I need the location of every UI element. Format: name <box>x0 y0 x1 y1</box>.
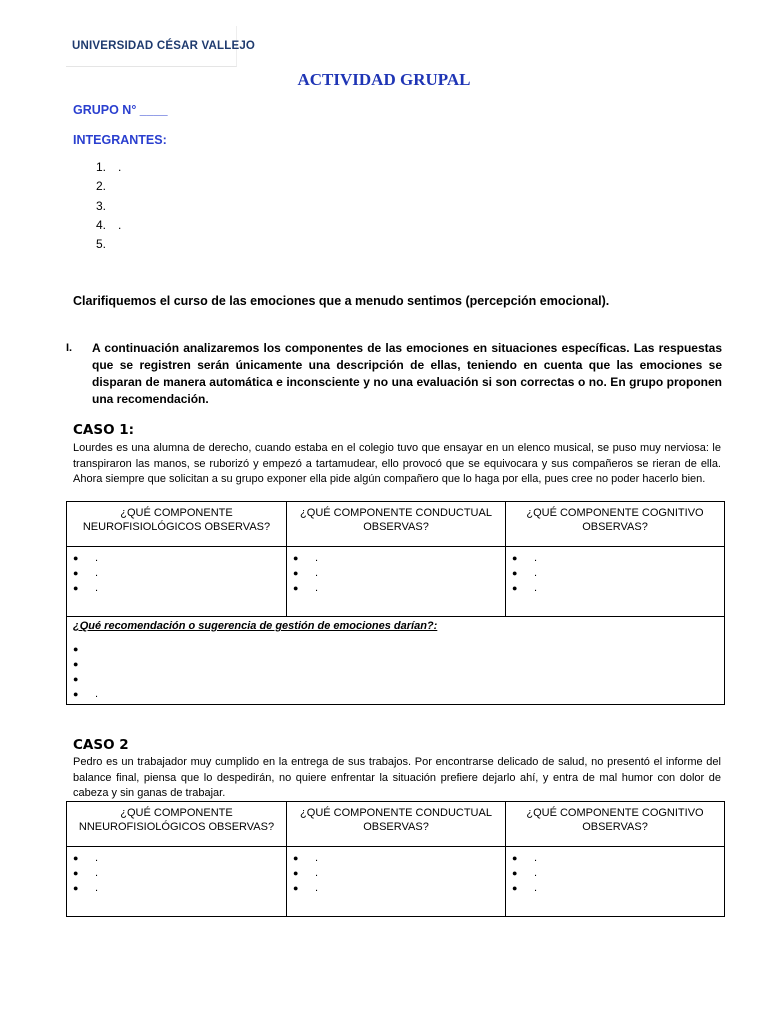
caso-2-header-cognitivo: ¿QUÉ COMPONENTE COGNITIVO OBSERVAS? <box>506 802 725 847</box>
caso-1-header-neuro: ¿QUÉ COMPONENTE NEUROFISIOLÓGICOS OBSERVAS? <box>67 502 287 547</box>
caso-2-answer-neuro[interactable] <box>67 847 287 917</box>
list-number: 4. <box>96 217 107 232</box>
bullet-text: . <box>95 852 99 864</box>
bullet-item: ● . <box>512 552 538 564</box>
caso-2-text: Pedro es un trabajador muy cumplido en la entrega de sus trabajos. Por encontrarse delicado de salud, no presentó el informe del balance final, piensa que lo despedirán, no quiere enfrentar la situación prefiere dejarlo ahí, y entra de mal humor con dolor de cabeza y sin ganas de trabajar. <box>73 756 721 799</box>
bullet-text: . <box>315 852 319 864</box>
bullet-item: ● <box>73 674 79 684</box>
list-item <box>96 235 121 254</box>
bullet-item: ● . <box>293 852 319 864</box>
bullet-item: ● . <box>512 567 538 579</box>
lead-text: Clarifiquemos el curso de las emociones que a menudo sentimos (percepción emocional). <box>73 294 610 308</box>
bullet-item: ● . <box>73 882 99 894</box>
list-number: 2. <box>96 179 107 194</box>
bullet-item: ● . <box>73 552 99 564</box>
bullet-text: . <box>95 582 99 594</box>
list-item-text: . <box>118 160 122 174</box>
caso-2-table <box>66 801 725 917</box>
bullet-text: . <box>95 567 99 579</box>
list-item-text: . <box>118 217 122 232</box>
bullet-item: ● . <box>512 582 538 594</box>
bullet-item: ● . <box>293 882 319 894</box>
bullet-item: ● <box>73 659 79 669</box>
grupo-label: GRUPO N° ____ <box>73 103 168 117</box>
bullet-item: ● . <box>512 867 538 879</box>
bullet-text: . <box>95 882 99 894</box>
caso-2-header-neuro: ¿QUÉ COMPONENTE NNEUROFISIOLÓGICOS OBSERVAS? <box>67 802 287 847</box>
bullet-text: . <box>534 882 538 894</box>
bullet-text: . <box>315 552 319 564</box>
bullet-item: ● . <box>293 552 319 564</box>
bullet-text: . <box>95 867 99 879</box>
list-number: 3. <box>96 198 107 213</box>
bullet-item: ● . <box>293 567 319 579</box>
list-item <box>96 158 121 177</box>
list-number: 5. <box>96 237 107 252</box>
caso-1-text: Lourdes es una alumna de derecho, cuando estaba en el colegio tuvo que ensayar en un elenco musical, se puso muy nerviosa: le transpiraron las manos, se ruborizó y empezó a tartamudear, ello provocó que se equivocara y sus compañeros se rieran de ella. Ahora siempre que solicitan a su grupo exponer ella pide algún compañero que lo haga por ella, pues cree no poder hacerlo bien. <box>73 442 721 485</box>
list-number: 1. <box>96 160 107 174</box>
section-1 <box>66 340 726 410</box>
bullet-text: . <box>534 852 538 864</box>
bullet-text: . <box>95 552 99 564</box>
caso-1-title: CASO 1: <box>73 422 135 438</box>
bullet-text: . <box>534 582 538 594</box>
caso-1-answer-cognitivo[interactable] <box>506 547 725 617</box>
bullet-item: ● . <box>293 582 319 594</box>
caso-1-header-conductual: ¿QUÉ COMPONENTE CONDUCTUAL OBSERVAS? <box>287 502 506 547</box>
bullet-item: ● . <box>512 882 538 894</box>
recommendation-question: ¿Qué recomendación o sugerencia de gestión de emociones darían?: <box>73 620 438 632</box>
caso-1-answer-neuro[interactable] <box>67 547 287 617</box>
list-item <box>96 177 121 196</box>
bullet-text: . <box>534 552 538 564</box>
bullet-item: ● . <box>73 688 99 700</box>
bullet-item: ● . <box>73 852 99 864</box>
caso-1-answer-conductual[interactable] <box>287 547 506 617</box>
caso-1-header-cognitivo: ¿QUÉ COMPONENTE COGNITIVO OBSERVAS? <box>506 502 725 547</box>
caso-1-recommendation[interactable] <box>67 617 725 705</box>
bullet-text: . <box>315 582 319 594</box>
bullet-text: . <box>315 882 319 894</box>
bullet-item: ● . <box>73 582 99 594</box>
bullet-text: . <box>95 688 99 700</box>
integrantes-list <box>96 158 121 254</box>
bullet-text: . <box>534 867 538 879</box>
list-item <box>96 197 121 216</box>
caso-2-header-conductual: ¿QUÉ COMPONENTE CONDUCTUAL OBSERVAS? <box>287 802 506 847</box>
bullet-text: . <box>315 567 319 579</box>
caso-2-title: CASO 2 <box>73 737 129 753</box>
caso-2-answer-conductual[interactable] <box>287 847 506 917</box>
caso-1-table <box>66 501 725 705</box>
page-title: ACTIVIDAD GRUPAL <box>297 70 471 89</box>
bullet-text: . <box>315 867 319 879</box>
logo-text: UNIVERSIDAD CÉSAR VALLEJO <box>72 40 256 52</box>
list-item <box>96 216 121 235</box>
bullet-text: . <box>534 567 538 579</box>
bullet-item: ● . <box>293 867 319 879</box>
section-number: I. <box>66 342 73 354</box>
bullet-item: ● . <box>73 867 99 879</box>
university-logo <box>66 26 256 67</box>
integrantes-label: INTEGRANTES: <box>73 133 167 147</box>
caso-2-answer-cognitivo[interactable] <box>506 847 725 917</box>
bullet-item: ● . <box>73 567 99 579</box>
section-instructions: A continuación analizaremos los componentes de las emociones en situaciones específicas. Las respuestas que se registren serán únicamente una descripción de ellas, teniendo en cuenta que las emociones se disparan de manera automática e inconsciente y no una evaluación si son correctas o no. En grupo proponen una recomendación. <box>92 341 722 406</box>
bullet-item: ● . <box>512 852 538 864</box>
bullet-item: ● <box>73 644 79 654</box>
